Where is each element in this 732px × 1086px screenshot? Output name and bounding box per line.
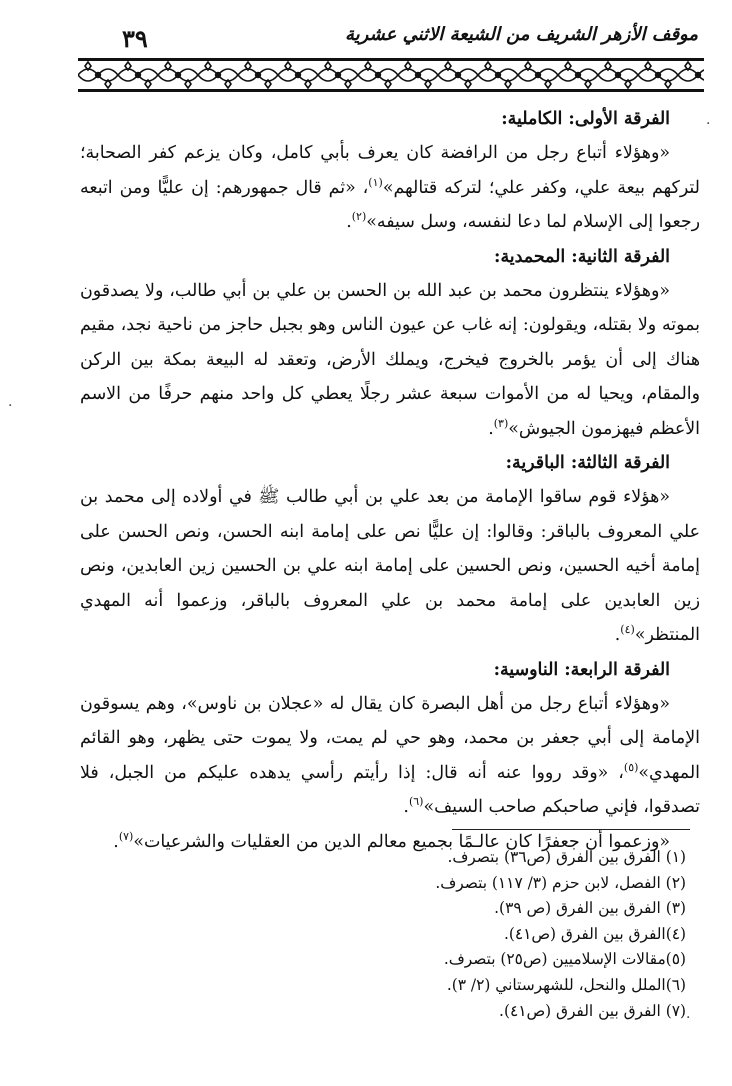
footnote-ref: (٦): [408, 795, 424, 809]
footnote-item: (١) الفرق بين الفرق (ص٣٦) بتصرف.: [447, 848, 686, 866]
margin-dot: ·: [686, 1010, 691, 1026]
footnote-ref: (٤): [620, 623, 635, 637]
footnote-item: (٧) الفرق بين الفرق (ص٤١).: [499, 1001, 686, 1020]
paragraph-5: «وزعموا أن جعفرًا كان عالـمًا بجميع معالم الدين من العقليات والشرعيات»$^{(٧)}$.: [113, 829, 670, 852]
footnote-ref: (٣): [493, 416, 509, 430]
footnote-ref: (٢): [351, 210, 367, 224]
section-heading-3: الفرقة الثالثة: الباقرية:: [505, 453, 670, 474]
margin-dot: ·: [8, 398, 13, 414]
main-text: [80, 102, 700, 859]
footnote-ref: (٧): [118, 829, 134, 843]
footnote-ref: (٥): [623, 760, 639, 774]
ornamental-border: [78, 56, 704, 96]
footnote-item: (٢) الفصل، لابن حزم (٣/ ١١٧) بتصرف.: [435, 873, 686, 892]
paragraph-3: «هؤلاء قوم ساقوا الإمامة من بعد علي بن أبي طالب ﷺ في أولاده إلى محمد بن علي المعروف بالباقر: وقالوا: إن عليًّا نص على إمامة ابنه الحسن، ونص الحسن على إمامة أخيه الحسين، ونص الحسين على إمامة ابنه علي بن الحسين زين العابدين، ونص زين العابدين على إمامة محمد بن علي المعروف بالباقر، وزعموا أنه المهدي المنتظر»$^{(٤)}$.: [80, 487, 700, 646]
footnote-item: (٤)الفرق بين الفرق (ص٤١).: [503, 924, 686, 943]
page-header: [78, 22, 704, 92]
page-number: ٣٩: [122, 24, 148, 53]
margin-dot: ·: [706, 116, 711, 132]
paragraph-4: «وهؤلاء أتباع رجل من أهل البصرة كان يقال له «عجلان بن ناوس»، وهم يسوقون الإمامة إلى أبي جعفر بن محمد، وهو حي لم يمت، ولا يموت حتى يظهر، وهو القائم المهدي»$^{(٥)}$، «وقد رووا عنه أنه قال: إذا رأيتم رأسي يدهده عليكم من الجبل، فلا تصدقوا، فإني صاحبكم صاحب السيف»$^{(٦)}$.: [80, 693, 700, 818]
footnote-divider: [452, 829, 690, 830]
footnote-item: (٣) الفرق بين الفرق (ص ٣٩).: [494, 899, 686, 918]
running-title: موقف الأزهر الشريف من الشيعة الاثني عشرية: [344, 24, 698, 45]
section-heading-1: الفرقة الأولى: الكاملية:: [501, 109, 670, 129]
section-heading-2: الفرقة الثانية: المحمدية:: [494, 246, 670, 267]
section-heading-4: الفرقة الرابعة: الناوسية:: [493, 659, 670, 680]
footnote-item: (٦)الملل والنحل، للشهرستاني (٢/ ٣).: [446, 975, 686, 994]
footnote-ref: (١): [368, 176, 383, 190]
footnotes: [250, 845, 700, 1024]
footnote-item: (٥)مقالات الإسلاميين (ص٢٥) بتصرف.: [443, 950, 686, 969]
paragraph-1: «وهؤلاء أتباع رجل من الرافضة كان يعرف بأبي كامل، وكان يزعم كفر الصحابة؛ لتركهم بيعة علي، وكفر علي؛ لتركه قتالهم»$^{(١)}$، «ثم قال جمهورهم: إن عليًّا ومن اتبعه رجعوا إلى الإسلام لما دعا لنفسه، وسل سيفه»$^{(٢)}$.: [80, 143, 700, 233]
paragraph-2: «وهؤلاء ينتظرون محمد بن عبد الله بن الحسن بن علي بن أبي طالب، ولا يصدقون بموته ولا بقتله، ويقولون: إنه غاب عن عيون الناس وهو بجبل حاجز من ناحية نجد، مقيم هناك إلى أن يؤمر بالخروج فيخرج، ويملك الأرض، وتعقد له البيعة بمكة بين الركن والمقام، ويحيا له من الأموات سبعة عشر رجلًا يعطي كل واحد منهم حرفًا من الاسم الأعظم فيهزمون الجيوش»$^{(٣)}$.: [80, 281, 700, 439]
